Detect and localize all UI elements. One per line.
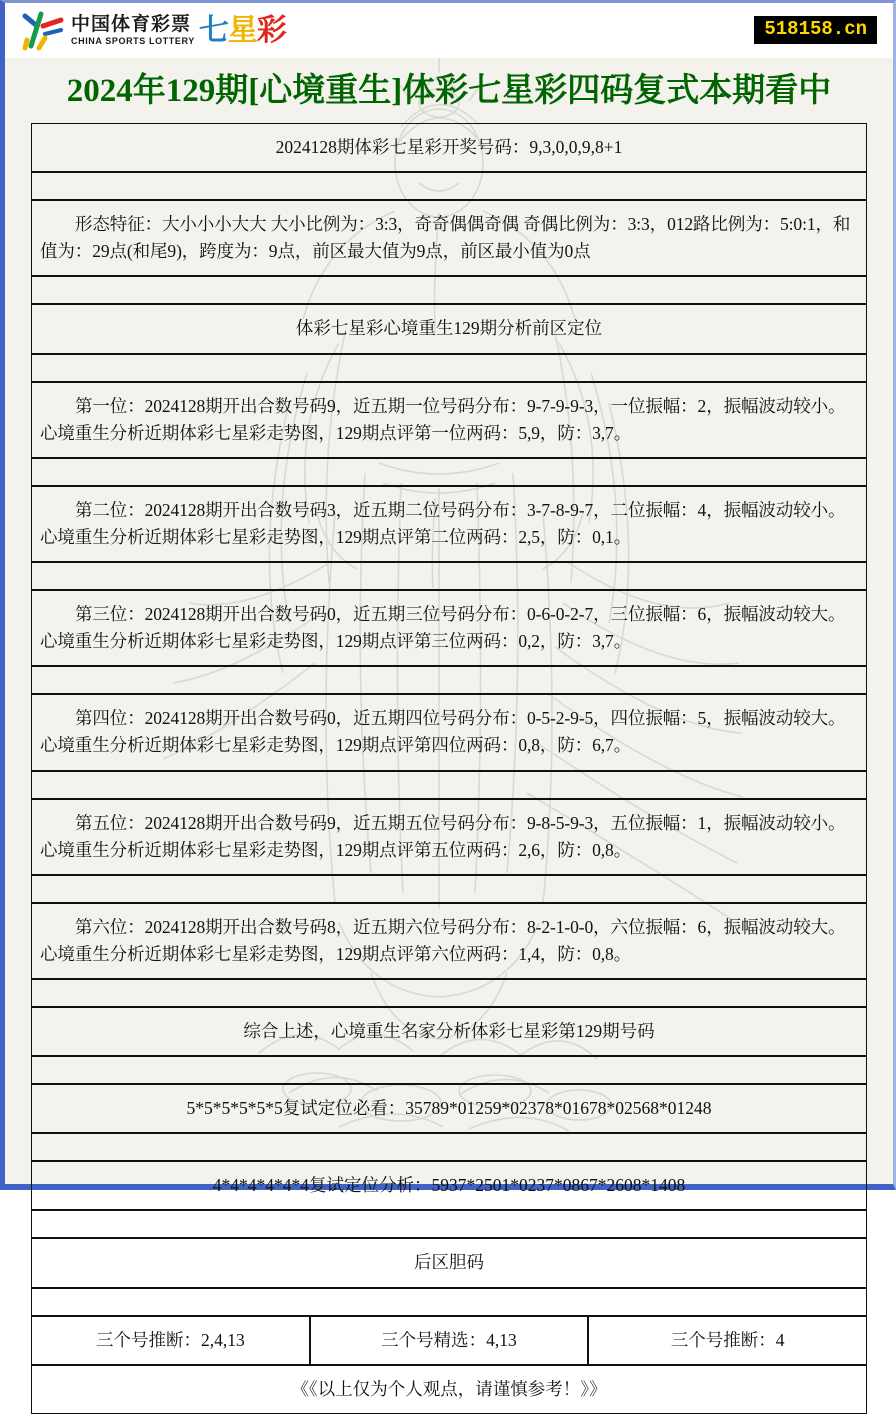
position-6-cell: 第六位：2024128期开出合数号码8，近五期六位号码分布：8-2-1-0-0，六位振幅：6，振幅波动较大。心境重生分析近期体彩七星彩走势图，129期点评第六位两码：1,4，防：0,8。 <box>31 903 867 979</box>
table-row-back-zone-columns <box>31 1316 867 1365</box>
table-row-summary-heading <box>31 1007 867 1056</box>
row-spacer <box>31 1133 867 1161</box>
draw-result-cell: 2024128期体彩七星彩开奖号码：9,3,0,0,9,8+1 <box>31 123 867 172</box>
table-row-disclaimer <box>31 1365 867 1414</box>
position-2-cell: 第二位：2024128期开出合数号码3，近五期二位号码分布：3-7-8-9-7，二位振幅：4，振幅波动较小。心境重生分析近期体彩七星彩走势图，129期点评第二位两码：2,5，防：0,1。 <box>31 486 867 562</box>
analysis-table <box>31 123 867 1414</box>
back-zone-col-3-cell: 三个号推断：4 <box>588 1316 867 1365</box>
table-row-position-2 <box>31 486 867 562</box>
back-zone-col-1-cell: 三个号推断：2,4,13 <box>31 1316 310 1365</box>
page-title: 2024年129期[心境重生]体彩七星彩四码复式本期看中 <box>66 73 832 109</box>
position-3-cell: 第三位：2024128期开出合数号码0，近五期三位号码分布：0-6-0-2-7，三位振幅：6，振幅波动较大。心境重生分析近期体彩七星彩走势图，129期点评第三位两码：0,2，防：3,7。 <box>31 590 867 666</box>
row-spacer <box>31 1210 867 1238</box>
disclaimer-cell: 《《以上仅为个人观点，请谨慎参考！》》 <box>31 1365 867 1414</box>
section-heading-cell: 体彩七星彩心境重生129期分析前区定位 <box>31 304 867 353</box>
table-row-back-zone-heading <box>31 1238 867 1287</box>
row-spacer <box>31 1288 867 1316</box>
game-logo-char-1: 七 <box>198 13 228 47</box>
row-spacer <box>31 666 867 694</box>
row-spacer <box>31 1056 867 1084</box>
table-row-position-5 <box>31 799 867 875</box>
position-4-cell: 第四位：2024128期开出合数号码0，近五期四位号码分布：0-5-2-9-5，四位振幅：5，振幅波动较大。心境重生分析近期体彩七星彩走势图，129期点评第四位两码：0,8，防：6,7。 <box>31 694 867 770</box>
position-5-cell: 第五位：2024128期开出合数号码9，近五期五位号码分布：9-8-5-9-3，五位振幅：1，振幅波动较小。心境重生分析近期体彩七星彩走势图，129期点评第五位两码：2,6，防：0,8。 <box>31 799 867 875</box>
table-row-position-6 <box>31 903 867 979</box>
table-row-position-3 <box>31 590 867 666</box>
table-row-position-1 <box>31 382 867 458</box>
china-sports-lottery-emblem-icon <box>21 10 65 52</box>
row-spacer <box>31 979 867 1007</box>
row-spacer <box>31 354 867 382</box>
game-logo-char-3: 彩 <box>256 13 286 47</box>
brand-name-cn: 中国体育彩票 <box>71 14 192 35</box>
table-row-position-4 <box>31 694 867 770</box>
masthead <box>5 3 893 58</box>
back-zone-col-2-cell: 三个号精选：4,13 <box>310 1316 589 1365</box>
brand-words <box>71 15 195 46</box>
game-logo-qixingcai <box>198 13 286 47</box>
row-spacer <box>31 562 867 590</box>
brand-name-en: CHINA SPORTS LOTTERY <box>71 36 195 46</box>
combo-4-cell: 4*4*4*4*4*4复试定位分析：5937*2501*0237*0867*2608*1408 <box>31 1161 867 1210</box>
back-zone-heading-cell: 后区胆码 <box>31 1238 867 1287</box>
brand-lockup <box>21 10 286 52</box>
table-row-pattern-features <box>31 200 867 276</box>
table-row-draw-result <box>31 123 867 172</box>
position-1-cell: 第一位：2024128期开出合数号码9，近五期一位号码分布：9-7-9-9-3，一位振幅：2，振幅波动较小。心境重生分析近期体彩七星彩走势图，129期点评第一位两码：5,9，防：3,7。 <box>31 382 867 458</box>
row-spacer <box>31 875 867 903</box>
summary-heading-cell: 综合上述，心境重生名家分析体彩七星彩第129期号码 <box>31 1007 867 1056</box>
table-row-section-heading <box>31 304 867 353</box>
row-spacer <box>31 458 867 486</box>
pattern-features-cell: 形态特征：大小小小大大 大小比例为：3:3，奇奇偶偶奇偶 奇偶比例为：3:3，012路比例为：5:0:1，和值为：29点(和尾9)，跨度为：9点，前区最大值为9点，前区最小值为0点 <box>31 200 867 276</box>
site-url-badge: 518158.cn <box>754 16 877 44</box>
row-spacer <box>31 771 867 799</box>
row-spacer <box>31 276 867 304</box>
combo-5-cell: 5*5*5*5*5*5复试定位必看：35789*01259*02378*01678*02568*01248 <box>31 1084 867 1133</box>
table-row-combo-4 <box>31 1161 867 1210</box>
table-row-combo-5 <box>31 1084 867 1133</box>
row-spacer <box>31 172 867 200</box>
game-logo-char-2: 星 <box>227 13 257 47</box>
